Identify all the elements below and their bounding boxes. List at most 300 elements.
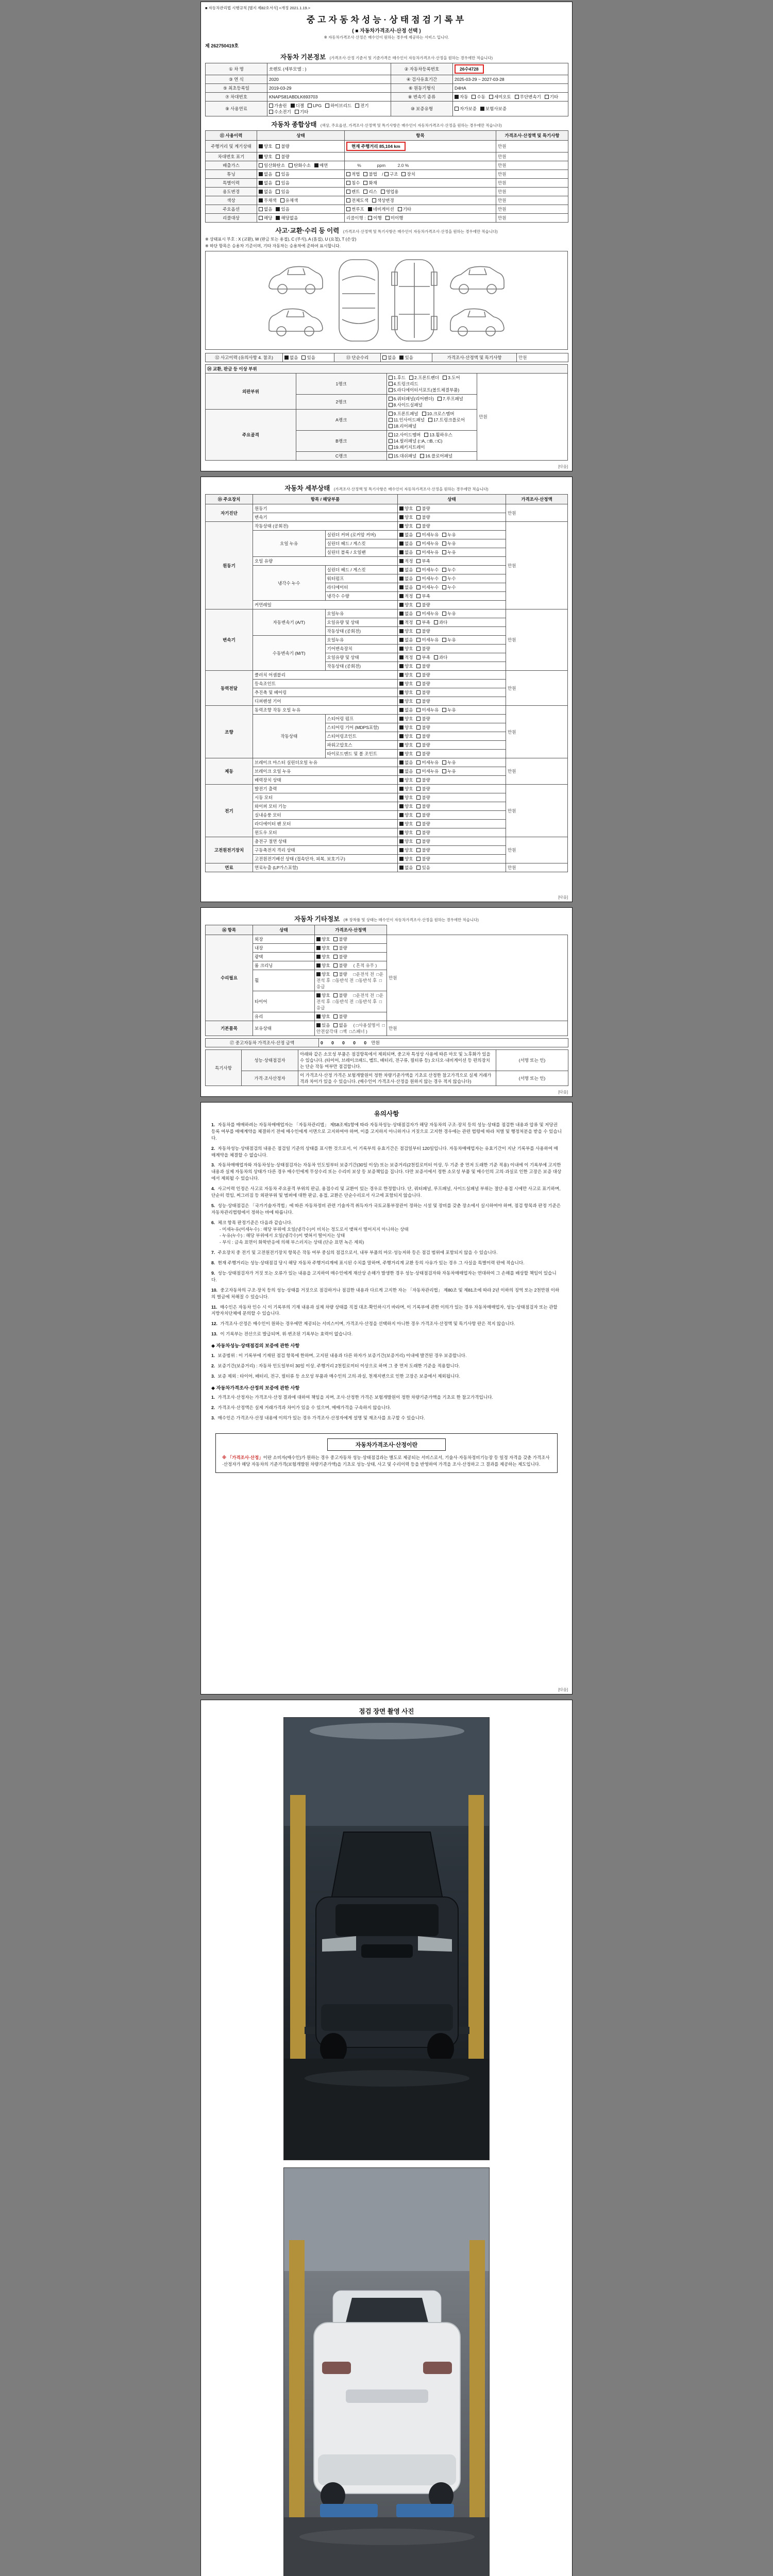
state-option xyxy=(416,646,430,652)
option-label: 누유 xyxy=(447,769,456,774)
state-option xyxy=(416,794,430,801)
notice-number: 1. xyxy=(211,1395,215,1400)
checkbox[interactable] xyxy=(416,708,421,712)
checkbox[interactable] xyxy=(416,717,421,721)
item-option xyxy=(346,180,360,186)
checkbox[interactable] xyxy=(280,198,284,202)
checkbox[interactable] xyxy=(269,110,273,114)
notice-text: 자동차를 매매하려는 자동차매매업자는 「자동차관리법」 제58조제1항에 따라 자동차성능·상태점검자가 해당 자동차의 구조·장치 등의 성능·상태를 점검한 내용과 압류 및 저당권 등록 여부를 매매계약을 체결하기 전에 매수인에게 서면으로 고지하여야 하며, 이를 고지하지 아니하거나 거짓으로 고지한 경우에는 관련 법령에 따라 처벌 및 행정처분을 받을 수 있습니다. xyxy=(211,1122,562,1141)
appraiser-remark: 이 가격조사·산정 가격은 보험개발원이 정한 차량기준가액을 기초로 산정한 참고가격으로 실제 거래가격과 차이가 있을 수 있습니다. (매수인이 가격조사·산정을 원하지 않는 경우 적지 않습니다) xyxy=(298,1071,496,1086)
checkbox[interactable] xyxy=(434,655,438,659)
option-label: 5.라디에이터서포트(볼트체결부품) xyxy=(393,387,460,393)
comprehensive-state-table xyxy=(205,130,568,223)
notice-number: 5. xyxy=(211,1202,215,1208)
car-diagram-top-view xyxy=(335,257,382,344)
option-label: 양호 xyxy=(322,993,330,998)
state-option xyxy=(316,1022,330,1028)
checkbox[interactable] xyxy=(416,541,421,546)
checkbox[interactable] xyxy=(355,104,359,108)
accident-history-group xyxy=(284,355,319,360)
section-basic-head xyxy=(205,52,568,61)
checkbox[interactable] xyxy=(399,655,404,659)
checkbox[interactable] xyxy=(416,725,421,730)
state-options xyxy=(398,846,506,855)
checkbox[interactable] xyxy=(399,760,404,765)
checkbox[interactable] xyxy=(424,433,428,437)
option-label: 누수 xyxy=(447,567,456,572)
checkbox[interactable] xyxy=(399,612,404,616)
state-option xyxy=(416,768,439,774)
option-label: 불량 xyxy=(422,821,430,826)
checkbox[interactable] xyxy=(416,577,421,581)
checkbox[interactable] xyxy=(316,1023,321,1027)
checkbox[interactable] xyxy=(399,778,404,782)
checkbox[interactable] xyxy=(399,620,404,624)
checkbox[interactable] xyxy=(399,857,404,861)
checkbox[interactable] xyxy=(333,963,338,968)
checkbox[interactable] xyxy=(389,445,393,449)
checkbox[interactable] xyxy=(416,857,421,861)
checkbox[interactable] xyxy=(489,95,493,99)
checkbox[interactable] xyxy=(259,190,263,194)
checkbox[interactable] xyxy=(472,95,476,99)
state-option xyxy=(399,794,413,801)
checkbox[interactable] xyxy=(333,946,338,950)
checkbox[interactable] xyxy=(346,190,350,194)
transmission-options xyxy=(489,94,511,100)
checkbox[interactable] xyxy=(346,207,350,211)
checkbox[interactable] xyxy=(416,699,421,703)
checkbox[interactable] xyxy=(416,594,421,598)
checkbox[interactable] xyxy=(382,355,386,360)
price-cell: 만원 xyxy=(496,161,568,170)
checkbox[interactable] xyxy=(389,397,393,401)
state-option xyxy=(259,162,285,168)
checkbox[interactable] xyxy=(389,418,393,422)
notice-text: 보증기간(보증거리) : 자동차 인도일부터 30일 이상, 주행거리 2천킬로미터 이상으로 하며 그 중 먼저 도래한 기준을 적용합니다. xyxy=(216,1363,460,1368)
checkbox[interactable] xyxy=(276,216,280,220)
checkbox[interactable] xyxy=(416,778,421,782)
checkbox[interactable] xyxy=(416,743,421,747)
notice-text: 매수인은 자동차 인수 시 이 기록부의 기재 내용과 실제 차량 상태를 직접 대조·확인하시기 바라며, 이 기록부에 관한 이의가 있는 경우 자동차매매업자, 성능·상태점검자 또는 관할 지방자치단체에 문의할 수 있습니다. xyxy=(211,1304,558,1316)
state-option xyxy=(399,768,413,774)
checkbox[interactable] xyxy=(389,433,393,437)
checkbox[interactable] xyxy=(399,743,404,747)
checkbox[interactable] xyxy=(399,568,404,572)
checkbox[interactable] xyxy=(442,577,446,581)
checkbox[interactable] xyxy=(399,690,404,694)
option-label: 양호 xyxy=(405,699,413,704)
option-label: 불량 xyxy=(422,804,430,809)
checkbox[interactable] xyxy=(416,533,421,537)
option-label: 미세누유 xyxy=(422,637,439,642)
field-label-trans: ⑧ 변속기 종류 xyxy=(391,93,453,101)
checkbox[interactable] xyxy=(384,172,389,176)
checkbox[interactable] xyxy=(399,839,404,843)
checkbox[interactable] xyxy=(399,795,404,800)
checkbox[interactable] xyxy=(368,216,372,220)
table-row xyxy=(206,837,568,846)
checkbox[interactable] xyxy=(399,585,404,589)
checkbox[interactable] xyxy=(416,629,421,633)
accident-history-group xyxy=(301,354,315,361)
checkbox[interactable] xyxy=(276,144,280,148)
option-label: 자가보증 xyxy=(460,106,477,111)
checkbox[interactable] xyxy=(389,454,393,458)
checkbox[interactable] xyxy=(416,620,421,624)
checkbox[interactable] xyxy=(416,515,421,519)
extra-text: □운전석 전 □운전석 후 □동반석 전 □동반석 후 □응급 xyxy=(316,972,384,989)
checkbox[interactable] xyxy=(442,760,446,765)
item-label: 작동상태 (공회전) xyxy=(253,522,398,531)
checkbox[interactable] xyxy=(416,822,421,826)
checkbox[interactable] xyxy=(416,603,421,607)
pricing-box-lead: ※ 「가격조사·산정」 xyxy=(222,1455,263,1461)
notice-item xyxy=(211,1270,562,1283)
checkbox[interactable] xyxy=(416,638,421,642)
option-label: LPG xyxy=(313,103,322,108)
panel-option xyxy=(389,411,418,417)
checkbox[interactable] xyxy=(416,568,421,572)
option-label: 있음 xyxy=(281,172,290,177)
checkbox[interactable] xyxy=(398,207,402,211)
checkbox[interactable] xyxy=(276,155,280,159)
checkbox[interactable] xyxy=(515,95,519,99)
table-row xyxy=(206,671,568,680)
checkbox[interactable] xyxy=(346,198,350,202)
checkbox[interactable] xyxy=(442,568,446,572)
checkbox[interactable] xyxy=(399,787,404,791)
checkbox[interactable] xyxy=(401,172,406,176)
checkbox[interactable] xyxy=(372,198,376,202)
checkbox[interactable] xyxy=(416,787,421,791)
checkbox[interactable] xyxy=(325,104,329,108)
option-label: 없음 xyxy=(264,189,273,194)
state-option xyxy=(399,584,413,590)
state-option xyxy=(416,751,430,757)
checkbox[interactable] xyxy=(276,207,280,211)
state-option xyxy=(416,724,430,731)
checkbox[interactable] xyxy=(442,533,446,537)
checkbox[interactable] xyxy=(416,647,421,651)
checkbox[interactable] xyxy=(416,831,421,835)
checkbox[interactable] xyxy=(399,629,404,633)
checkbox[interactable] xyxy=(316,955,321,959)
checkbox[interactable] xyxy=(416,804,421,808)
checkbox[interactable] xyxy=(399,524,404,528)
checkbox[interactable] xyxy=(438,397,442,401)
checkbox[interactable] xyxy=(316,946,321,950)
checkbox[interactable] xyxy=(389,382,393,386)
checkbox[interactable] xyxy=(389,403,393,407)
state-option xyxy=(442,567,456,573)
checkbox[interactable] xyxy=(333,993,338,997)
item-label: 광택 xyxy=(253,953,315,961)
checkbox[interactable] xyxy=(316,1014,321,1019)
fuel-options xyxy=(291,103,304,109)
option-label: 없음 xyxy=(405,769,413,774)
item-label: 발전기 출력 xyxy=(253,785,398,793)
document-number: 제 262750419호 xyxy=(205,43,239,48)
panel-option xyxy=(389,423,417,429)
state-option xyxy=(416,584,439,590)
option-label: 미세누수 xyxy=(422,576,439,581)
checkbox[interactable] xyxy=(399,717,404,721)
checkbox[interactable] xyxy=(363,181,367,185)
transmission-options xyxy=(515,94,541,100)
item-option xyxy=(346,197,368,204)
checkbox[interactable] xyxy=(399,647,404,651)
item-label: 윈도우 모터 xyxy=(253,828,398,837)
item-label: 라디에이터 xyxy=(325,583,398,592)
checkbox[interactable] xyxy=(399,734,404,738)
checkbox[interactable] xyxy=(259,155,263,159)
state-option xyxy=(442,759,456,766)
checkbox[interactable] xyxy=(259,172,263,176)
state-option xyxy=(259,206,272,212)
device-group-label: 조향 xyxy=(206,706,253,758)
notice-text: 사고이력 인정은 사고로 자동차 주요골격 부위의 판금, 용접수리 및 교환이 있는 경우로 한정합니다. 단, 쿼터패널, 루프패널, 사이드실패널 부위는 절단·용접 시에만 사고로 표기하며, 단순히 꺾임, 찌그러짐 등 외판부위 및 범퍼에 대한 판금, 용접, 교환은 단순수리로서 사고에 포함되지 않습니다. xyxy=(211,1186,561,1198)
checkbox[interactable] xyxy=(455,95,459,99)
checkbox[interactable] xyxy=(389,388,393,392)
checkbox[interactable] xyxy=(368,207,372,211)
checkbox[interactable] xyxy=(416,682,421,686)
checkbox[interactable] xyxy=(416,795,421,800)
checkbox[interactable] xyxy=(346,172,350,176)
checkbox[interactable] xyxy=(276,181,280,185)
state-options xyxy=(398,688,506,697)
state-option xyxy=(416,689,430,696)
simple-repair-group xyxy=(399,354,413,361)
checkbox[interactable] xyxy=(416,866,421,870)
checkbox[interactable] xyxy=(399,673,404,677)
checkbox[interactable] xyxy=(259,198,263,202)
state-option xyxy=(276,171,289,177)
item-option xyxy=(363,180,377,186)
checkbox[interactable] xyxy=(399,533,404,537)
state-option xyxy=(289,162,311,168)
current-mileage: 현재 주행거리 85,104 km xyxy=(346,142,406,151)
checkbox[interactable] xyxy=(416,769,421,773)
checkbox[interactable] xyxy=(259,163,263,167)
checkbox[interactable] xyxy=(416,585,421,589)
checkbox[interactable] xyxy=(381,190,385,194)
checkbox[interactable] xyxy=(416,690,421,694)
state-options xyxy=(315,970,387,991)
checkbox[interactable] xyxy=(389,439,393,443)
checkbox[interactable] xyxy=(301,355,306,360)
state-options xyxy=(398,583,506,592)
option-label: 리스 xyxy=(368,189,377,194)
checkbox[interactable] xyxy=(399,769,404,773)
checkbox[interactable] xyxy=(399,577,404,581)
checkbox[interactable] xyxy=(416,664,421,668)
option-label: 기타 xyxy=(549,94,559,99)
checkbox[interactable] xyxy=(289,163,293,167)
checkbox[interactable] xyxy=(399,708,404,712)
item-label: 보유상태 xyxy=(253,1021,315,1036)
rank-label: C랭크 xyxy=(296,452,386,461)
checkbox[interactable] xyxy=(416,550,421,554)
checkbox[interactable] xyxy=(416,506,421,511)
notice-text: 주요장치 중 전기 및 고전원전기장치 항목은 작동 여부 중심의 점검으로서, 내부 부품의 마모·성능저하 등은 점검 범위에 포함되지 않을 수 있습니다. xyxy=(216,1250,498,1256)
panel-option xyxy=(389,381,418,387)
section-accident-title: 사고·교환·수리 등 이력 xyxy=(275,227,340,234)
checkbox[interactable] xyxy=(434,620,438,624)
transmission-options xyxy=(455,94,562,99)
notice-text: 현재 주행거리는 성능·상태점검 당시 해당 자동차 주행거리계에 표시된 수치를 말하며, 주행거리계 교환 등의 사유가 있는 경우 그 사실을 특별이력 란에 적습니다. xyxy=(216,1260,525,1266)
checkbox[interactable] xyxy=(416,839,421,843)
checkbox[interactable] xyxy=(333,1014,338,1019)
table-row xyxy=(206,161,568,170)
checkbox[interactable] xyxy=(259,207,263,211)
checkbox[interactable] xyxy=(259,216,263,220)
checkbox[interactable] xyxy=(399,752,404,756)
checkbox[interactable] xyxy=(389,412,393,416)
checkbox[interactable] xyxy=(442,550,446,554)
checkbox[interactable] xyxy=(363,190,367,194)
checkbox[interactable] xyxy=(422,412,426,416)
checkbox[interactable] xyxy=(420,454,424,458)
option-label: 미세누유 xyxy=(422,611,439,616)
checkbox[interactable] xyxy=(333,937,338,941)
checkbox[interactable] xyxy=(399,638,404,642)
state-options xyxy=(315,1021,387,1036)
checkbox[interactable] xyxy=(316,972,321,976)
checkbox[interactable] xyxy=(284,355,289,360)
option-label: 없음 xyxy=(290,355,298,360)
checkbox[interactable] xyxy=(399,541,404,546)
checkbox[interactable] xyxy=(295,110,299,114)
checkbox[interactable] xyxy=(399,804,404,808)
checkbox[interactable] xyxy=(442,708,446,712)
checkbox[interactable] xyxy=(314,163,318,167)
checkbox[interactable] xyxy=(399,813,404,817)
state-option xyxy=(399,829,413,836)
checkbox[interactable] xyxy=(316,993,321,997)
option-label: 1.후드 xyxy=(393,375,406,380)
state-option xyxy=(416,829,430,836)
checkbox[interactable] xyxy=(480,107,484,111)
checkbox[interactable] xyxy=(399,550,404,554)
checkbox[interactable] xyxy=(333,955,338,959)
option-label: 불량 xyxy=(422,506,430,511)
checkbox[interactable] xyxy=(308,104,312,108)
checkbox[interactable] xyxy=(276,172,280,176)
checkbox[interactable] xyxy=(346,181,350,185)
checkbox[interactable] xyxy=(399,866,404,870)
section-detail-head xyxy=(205,483,568,493)
checkbox[interactable] xyxy=(428,418,432,422)
checkbox[interactable] xyxy=(416,760,421,765)
checkbox[interactable] xyxy=(442,638,446,642)
checkbox[interactable] xyxy=(399,699,404,703)
checkbox[interactable] xyxy=(276,190,280,194)
price-cell: 만원 xyxy=(506,758,568,785)
checkbox[interactable] xyxy=(416,673,421,677)
checkbox[interactable] xyxy=(443,376,447,380)
notice-number: 1. xyxy=(211,1122,215,1127)
checkbox[interactable] xyxy=(416,559,421,563)
option-label: 누유 xyxy=(447,637,456,642)
checkbox[interactable] xyxy=(259,181,263,185)
row-label: 색상 xyxy=(206,196,257,205)
option-label: 일산화탄소 xyxy=(264,163,285,168)
checkbox[interactable] xyxy=(399,594,404,598)
state-options xyxy=(398,776,506,785)
checkbox[interactable] xyxy=(399,506,404,511)
item-label: 브레이크 오일 누유 xyxy=(253,767,398,776)
checkbox[interactable] xyxy=(416,752,421,756)
checkbox[interactable] xyxy=(385,216,390,220)
final-price-unit: 만원 xyxy=(371,1040,380,1045)
item-label: 구동축전지 격리 상태 xyxy=(253,846,398,855)
checkbox[interactable] xyxy=(442,541,446,546)
checkbox[interactable] xyxy=(291,104,295,108)
checkbox[interactable] xyxy=(399,682,404,686)
state-option xyxy=(399,821,413,827)
checkbox[interactable] xyxy=(389,376,393,380)
checkbox[interactable] xyxy=(442,585,446,589)
state-options xyxy=(257,141,345,152)
notice-text: 보증범위 : 이 기록부에 기재된 점검 항목에 한하며, 고지된 내용과 다른 하자가 보증기간(보증거리) 이내에 발견된 경우 보증합니다. xyxy=(216,1352,467,1358)
checkbox[interactable] xyxy=(409,376,413,380)
checkbox[interactable] xyxy=(399,822,404,826)
checkbox[interactable] xyxy=(416,848,421,852)
checkbox[interactable] xyxy=(442,769,446,773)
checkbox[interactable] xyxy=(399,725,404,730)
item-option xyxy=(346,171,360,177)
price-cell: 만원 xyxy=(496,214,568,223)
checkbox[interactable] xyxy=(442,612,446,616)
checkbox[interactable] xyxy=(333,1023,338,1027)
state-options xyxy=(398,627,506,636)
checkbox[interactable] xyxy=(399,559,404,563)
checkbox[interactable] xyxy=(333,972,338,976)
option-label: 전기 xyxy=(360,103,369,108)
checkbox[interactable] xyxy=(399,355,404,360)
device-group-label: 자기진단 xyxy=(206,504,253,522)
checkbox[interactable] xyxy=(416,612,421,616)
checkbox[interactable] xyxy=(399,831,404,835)
checkbox[interactable] xyxy=(259,144,263,148)
basic-info-table xyxy=(205,63,568,116)
checkbox[interactable] xyxy=(399,848,404,852)
checkbox[interactable] xyxy=(316,963,321,968)
checkbox[interactable] xyxy=(363,172,367,176)
pricing-box-text xyxy=(222,1454,551,1468)
checkbox[interactable] xyxy=(316,937,321,941)
notice-item xyxy=(211,1320,562,1327)
price-cell: 만원 xyxy=(496,170,568,179)
item-cell xyxy=(345,179,496,188)
checkbox[interactable] xyxy=(399,664,404,668)
field-label-regno: ② 자동차등록번호 xyxy=(391,63,453,75)
checkbox[interactable] xyxy=(269,104,273,108)
checkbox[interactable] xyxy=(455,107,459,111)
checkbox[interactable] xyxy=(416,734,421,738)
checkbox[interactable] xyxy=(399,603,404,607)
checkbox[interactable] xyxy=(399,515,404,519)
checkbox[interactable] xyxy=(416,813,421,817)
checkbox[interactable] xyxy=(416,524,421,528)
checkbox[interactable] xyxy=(416,655,421,659)
option-label: 불량 xyxy=(422,725,430,730)
checkbox[interactable] xyxy=(545,95,549,99)
state-option xyxy=(316,992,330,998)
checkbox[interactable] xyxy=(389,424,393,428)
option-label: 있음 xyxy=(422,865,430,870)
